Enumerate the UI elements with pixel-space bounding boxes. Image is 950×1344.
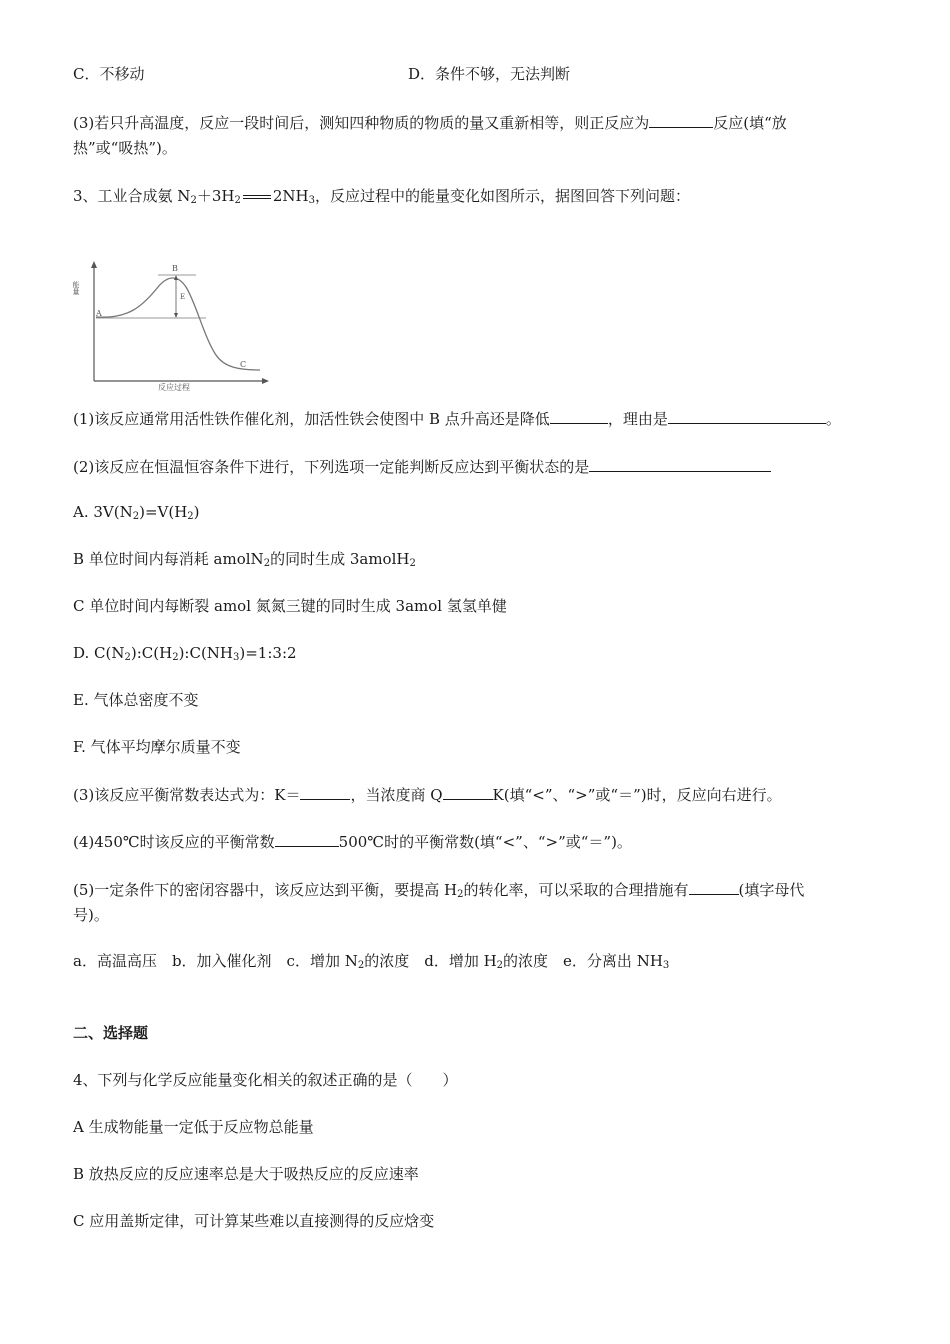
point-a-label: A <box>96 309 102 318</box>
q3-part1: (1)该反应通常用活性铁作催化剂，加活性铁会使图中 B 点升高还是降低 ，理由是 。 <box>73 410 841 428</box>
point-b-label: B <box>172 264 178 273</box>
q3-option-d: D. $C(N_2):C(H_2):C(NH_3)=1:3:2$ <box>73 644 297 663</box>
q4-option-b: B 放热反应的反应速率总是大于吸热反应的反应速率 <box>73 1165 419 1183</box>
q4-stem: 4、下列与化学反应能量变化相关的叙述正确的是（ ） <box>73 1071 458 1089</box>
y-axis-arrow-icon <box>91 261 97 268</box>
q2-option-d: D．条件不够，无法判断 <box>408 65 571 83</box>
q3-option-a: A. $3V(N_2)=V(H_2)$ <box>73 503 200 522</box>
q3-part2: (2)该反应在恒温恒容条件下进行，下列选项一定能判断反应达到平衡状态的是 <box>73 456 771 477</box>
q3-option-c: C 单位时间内每断裂 amol 氮氮三键的同时生成 3amol 氢氢单健 <box>73 597 507 615</box>
answer-blank[interactable] <box>443 784 493 800</box>
x-axis-arrow-icon <box>262 378 269 384</box>
q2-part3-text: (3)若只升高温度，反应一段时间后，测知四种物质的物质的量又重新相等，则正反应为 <box>73 114 650 132</box>
energy-curve <box>96 278 260 370</box>
q2-option-c: C．不移动 <box>73 65 145 83</box>
answer-blank[interactable] <box>589 456 771 472</box>
answer-blank[interactable] <box>668 408 826 424</box>
q3-option-b: B 单位时间内每消耗 amolN$_2$的同时生成 3amolH$_2$ <box>73 550 416 569</box>
arrow-down-icon <box>174 313 178 318</box>
q4-option-a: A 生成物能量一定低于反应物总能量 <box>73 1118 314 1136</box>
x-axis-label: 反应过程 <box>158 383 190 392</box>
y-axis-label: 能量 <box>72 281 80 295</box>
q3-part3: (3)该反应平衡常数表达式为：K＝ ，当浓度商 Q K(填“<”、“>”或“＝”)时，反应向右进行。 <box>73 786 782 804</box>
q3-part5-line1: (5)一定条件下的密闭容器中，该反应达到平衡，要提高 $H_2$的转化率，可以采取的合理措施有 (填字母代 <box>73 881 805 900</box>
q3-part5-line2: 号)。 <box>73 906 109 924</box>
answer-blank[interactable] <box>550 408 608 424</box>
q3-part5-choices: a．高温高压 b．加入催化剂 c．增加 $N_2$的浓度 d．增加 $H_2$的浓度 e．分离出 $NH_3$ <box>73 952 670 971</box>
answer-blank[interactable] <box>300 784 350 800</box>
q2-part3-line1 <box>73 112 787 133</box>
answer-blank[interactable] <box>689 879 739 895</box>
q3-option-f: F. 气体平均摩尔质量不变 <box>73 738 241 756</box>
point-e-label: E <box>180 293 186 301</box>
q3-option-e: E. 气体总密度不变 <box>73 691 199 709</box>
q2-part3-line2: 热”或“吸热”)。 <box>73 139 177 157</box>
energy-diagram <box>70 255 275 395</box>
q3-part4: (4)450℃时该反应的平衡常数 500℃时的平衡常数(填“<”、“>”或“＝”)。 <box>73 833 632 851</box>
equilibrium-arrow-icon <box>243 192 271 202</box>
section-heading: 二、选择题 <box>73 1024 149 1042</box>
point-c-label: C <box>240 360 247 369</box>
answer-blank[interactable] <box>649 112 713 128</box>
q4-option-c: C 应用盖斯定律，可计算某些难以直接测得的反应焓变 <box>73 1212 435 1230</box>
q3-intro: 3、工业合成氨 $N_2+3H_2$ $2NH_3$，反应过程中的能量变化如图所示，据图回答下列问题： <box>73 187 690 206</box>
q2-part3-text-end: 反应(填“放 <box>713 114 787 132</box>
answer-blank[interactable] <box>275 831 339 847</box>
